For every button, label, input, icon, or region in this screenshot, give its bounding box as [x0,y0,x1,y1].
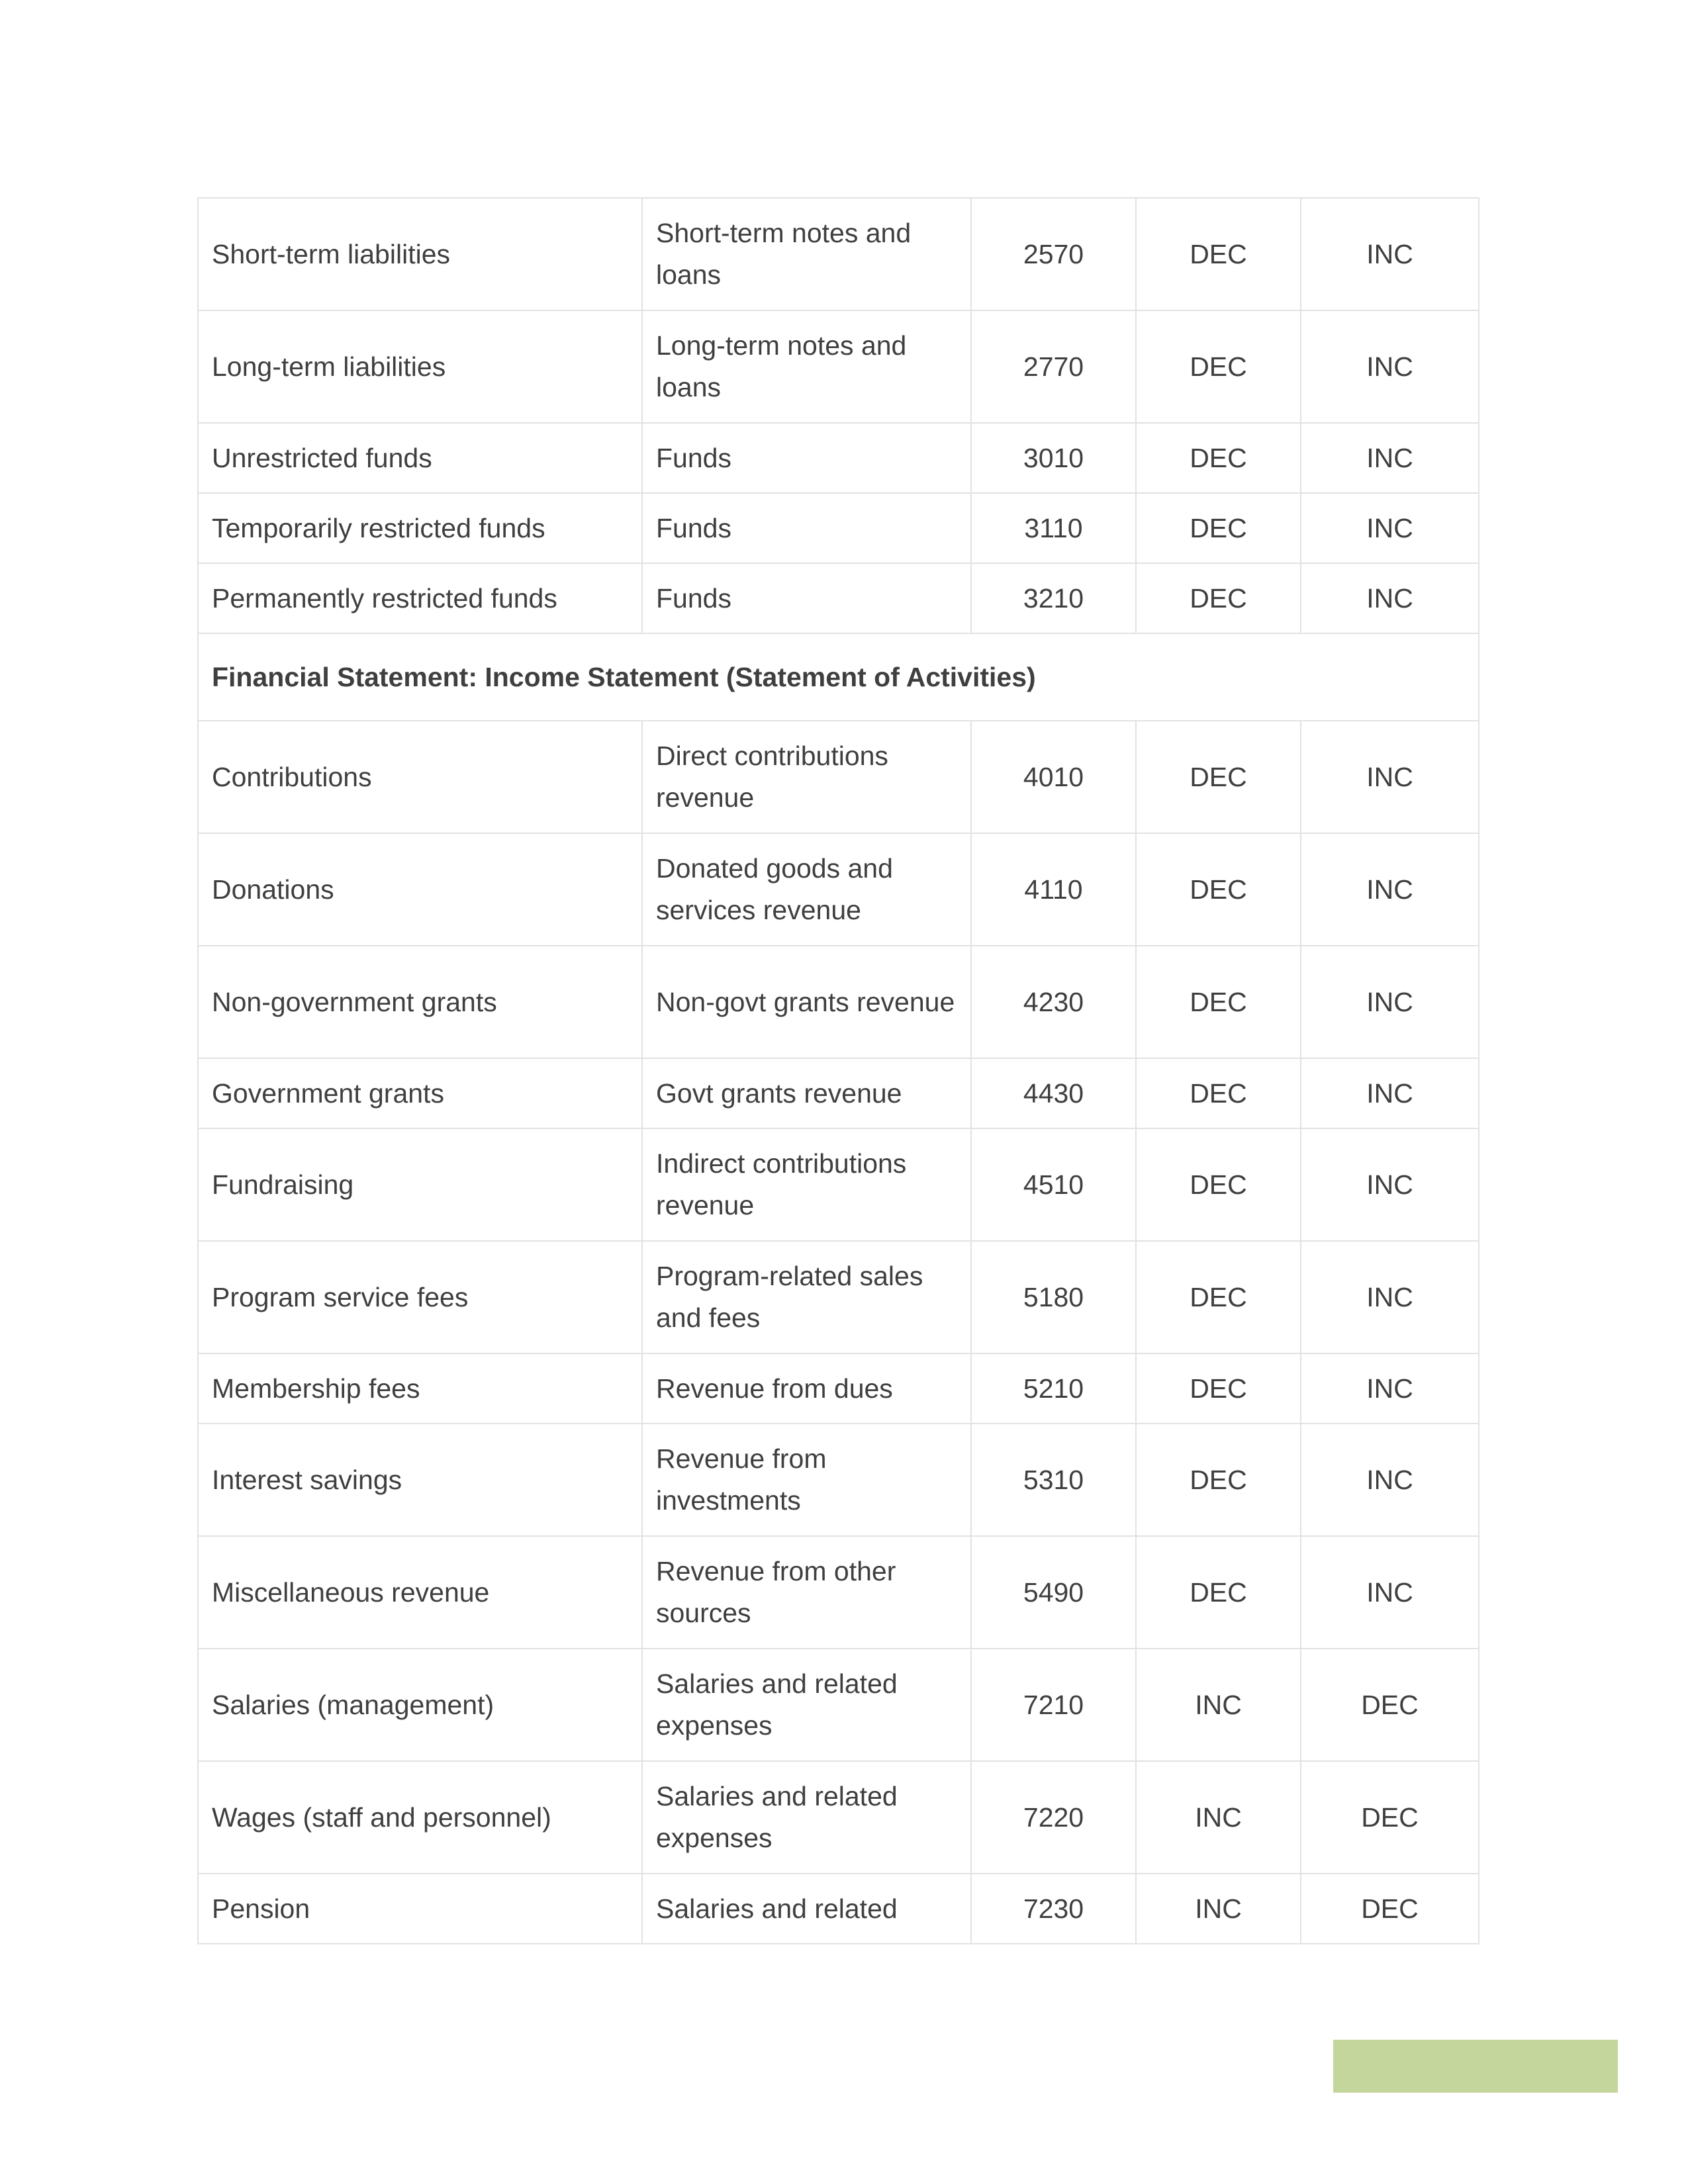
credit-effect-cell: INC [1301,198,1479,310]
account-name-cell: Membership fees [198,1353,642,1424]
account-description-cell: Salaries and related expenses [642,1649,971,1761]
account-code-cell: 5310 [971,1424,1136,1536]
account-name-cell: Temporarily restricted funds [198,493,642,563]
account-code-cell: 3210 [971,563,1136,633]
account-description-cell: Govt grants revenue [642,1058,971,1128]
table-row [198,833,1479,946]
table-row [198,1874,1479,1944]
table-row [198,1241,1479,1353]
account-name-cell: Program service fees [198,1241,642,1353]
table-row [198,1424,1479,1536]
account-name-cell: Wages (staff and personnel) [198,1761,642,1874]
account-description-cell: Funds [642,493,971,563]
credit-effect-cell: INC [1301,1536,1479,1649]
account-code-cell: 5210 [971,1353,1136,1424]
account-description-cell: Short-term notes and loans [642,198,971,310]
credit-effect-cell: INC [1301,946,1479,1058]
account-code-cell: 4230 [971,946,1136,1058]
table-row [198,721,1479,833]
section-heading-row [198,633,1479,721]
credit-effect-cell: INC [1301,423,1479,493]
debit-effect-cell: DEC [1136,721,1301,833]
table-row [198,1649,1479,1761]
account-description-cell: Revenue from other sources [642,1536,971,1649]
account-code-cell: 2770 [971,310,1136,423]
account-code-cell: 4510 [971,1128,1136,1241]
table-row [198,423,1479,493]
account-description-cell: Revenue from investments [642,1424,971,1536]
table-row [198,946,1479,1058]
table-row [198,1353,1479,1424]
credit-effect-cell: INC [1301,833,1479,946]
account-description-cell: Program-related sales and fees [642,1241,971,1353]
account-code-cell: 3110 [971,493,1136,563]
account-name-cell: Long-term liabilities [198,310,642,423]
account-code-cell: 7210 [971,1649,1136,1761]
debit-effect-cell: DEC [1136,1536,1301,1649]
debit-effect-cell: DEC [1136,1353,1301,1424]
account-name-cell: Permanently restricted funds [198,563,642,633]
account-code-cell: 4110 [971,833,1136,946]
debit-effect-cell: DEC [1136,563,1301,633]
account-code-cell: 2570 [971,198,1136,310]
table-row [198,310,1479,423]
debit-effect-cell: DEC [1136,1128,1301,1241]
table-row [198,1536,1479,1649]
table-row [198,1058,1479,1128]
debit-effect-cell: INC [1136,1761,1301,1874]
account-name-cell: Miscellaneous revenue [198,1536,642,1649]
table-row [198,1761,1479,1874]
debit-effect-cell: INC [1136,1649,1301,1761]
credit-effect-cell: INC [1301,1058,1479,1128]
account-name-cell: Salaries (management) [198,1649,642,1761]
account-description-cell: Indirect contributions revenue [642,1128,971,1241]
account-code-cell: 5180 [971,1241,1136,1353]
account-name-cell: Interest savings [198,1424,642,1536]
account-code-cell: 7230 [971,1874,1136,1944]
credit-effect-cell: INC [1301,1241,1479,1353]
account-description-cell: Salaries and related [642,1874,971,1944]
debit-effect-cell: DEC [1136,1424,1301,1536]
debit-effect-cell: DEC [1136,1058,1301,1128]
credit-effect-cell: INC [1301,721,1479,833]
credit-effect-cell: DEC [1301,1874,1479,1944]
credit-effect-cell: INC [1301,563,1479,633]
account-description-cell: Revenue from dues [642,1353,971,1424]
account-description-cell: Long-term notes and loans [642,310,971,423]
account-name-cell: Donations [198,833,642,946]
account-description-cell: Salaries and related expenses [642,1761,971,1874]
debit-effect-cell: DEC [1136,423,1301,493]
credit-effect-cell: INC [1301,1128,1479,1241]
account-description-cell: Non-govt grants revenue [642,946,971,1058]
account-description-cell: Donated goods and services revenue [642,833,971,946]
credit-effect-cell: DEC [1301,1761,1479,1874]
account-name-cell: Unrestricted funds [198,423,642,493]
chart-of-accounts-table [197,197,1479,1944]
account-code-cell: 5490 [971,1536,1136,1649]
account-name-cell: Contributions [198,721,642,833]
table-row [198,1128,1479,1241]
credit-effect-cell: INC [1301,493,1479,563]
footer-accent-bar [1333,2040,1618,2093]
account-name-cell: Short-term liabilities [198,198,642,310]
account-code-cell: 4010 [971,721,1136,833]
credit-effect-cell: INC [1301,1424,1479,1536]
debit-effect-cell: DEC [1136,198,1301,310]
table-body [198,198,1479,1944]
account-code-cell: 3010 [971,423,1136,493]
credit-effect-cell: INC [1301,1353,1479,1424]
account-code-cell: 7220 [971,1761,1136,1874]
credit-effect-cell: DEC [1301,1649,1479,1761]
section-heading: Financial Statement: Income Statement (Statement of Activities) [198,633,1479,721]
debit-effect-cell: DEC [1136,833,1301,946]
debit-effect-cell: DEC [1136,946,1301,1058]
account-description-cell: Funds [642,563,971,633]
debit-effect-cell: DEC [1136,493,1301,563]
debit-effect-cell: DEC [1136,1241,1301,1353]
debit-effect-cell: INC [1136,1874,1301,1944]
account-name-cell: Fundraising [198,1128,642,1241]
debit-effect-cell: DEC [1136,310,1301,423]
account-name-cell: Government grants [198,1058,642,1128]
table-row [198,563,1479,633]
table-row [198,198,1479,310]
account-description-cell: Direct contributions revenue [642,721,971,833]
account-name-cell: Non-government grants [198,946,642,1058]
account-description-cell: Funds [642,423,971,493]
table-row [198,493,1479,563]
account-code-cell: 4430 [971,1058,1136,1128]
account-name-cell: Pension [198,1874,642,1944]
credit-effect-cell: INC [1301,310,1479,423]
